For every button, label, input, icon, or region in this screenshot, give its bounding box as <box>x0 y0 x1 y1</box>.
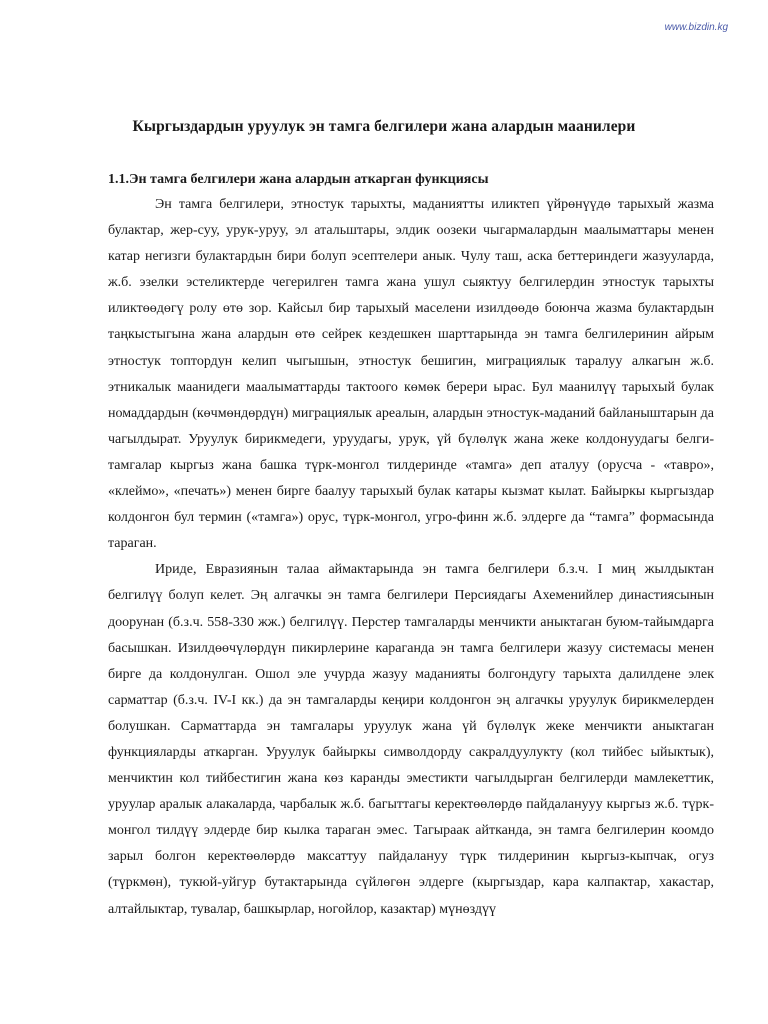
body-text <box>108 192 714 923</box>
site-link[interactable]: www.bizdin.kg <box>664 22 728 33</box>
document-title: Кыргыздардын уруулук эн тамга белгилери жана алардын маанилери <box>132 118 636 135</box>
section-heading: 1.1.Эн тамга белгилери жана алардын аткарган функциясы <box>108 172 489 187</box>
paragraph: Ириде, Евразиянын талаа аймактарында эн тамга белгилери б.з.ч. I миң жылдыктан белгилүү болуп келет. Эң алгачкы эн тамга белгилери Персиядагы Ахеменийлер династиясынын доорунан (б.з.ч. 558-330 жж.) белгилүү. Перстер тамгаларды менчикти аныктаган буюм-тайымдарга басышкан. Изилдөөчүлөрдүн пикирлерине караганда эн тамга белгилери жазуу системасы менен бирге да колдонулган. Ошол эле учурда жазуу маданияты болгондугу тарыхта далилдене элек сарматтар (б.з.ч. IV-I кк.) да эн тамгаларды кеңири колдонгон эң алгачкы уруулук бирикмелерден болушкан. Сарматтарда эн тамгалары уруулук жана үй бүлөлүк жеке менчикти аныктаган функцияларды аткарган. Уруулук байыркы символдорду сакралдуулукту (кол тийбес ыйыктык), менчиктин кол тийбестигин жана көз каранды эместикти чагылдырган белгилерди мамлекеттик, уруулар аралык алакаларда, чарбалык ж.б. багыттагы керектөөлөрдө пайдаланууу кыргыз ж.б. түрк-монгол тилдүү элдерде бир кылка тараган эмес. Тагыраак айтканда, эн тамга белгилерин коомдо зарыл болгон керектөөлөрдө максаттуу пайдалануу түрк тилдеринин кыргыз-кыпчак, огуз (түркмөн), тукюй-уйгур бутактарында сүйлөгөн элдерге (кыргыздар, кара калпактар, хакастар, алтайлыктар, тувалар, башкырлар, ногойлор, казактар) мүнөздүү <box>108 562 714 917</box>
paragraph: Эн тамга белгилери, этностук тарыхты, маданиятты иликтеп үйрөнүүдө тарыхый жазма булактар, жер-суу, урук-уруу, эл атальштары, элдик оозеки чыгармалардын маалыматтары менен катар негизги булактардын бири болуп эсептелери анык. Чулу таш, аска беттериндеги жазууларда, ж.б. эзелки эстеликтерде чегерилген тамга жана ушул сыяктуу белгилердин этностук тарыхты иликтөөдөгү ролу өтө зор. Кайсыл бир тарыхый маселени изилдөөдө боюнча жазма булактардын таңкыстыгына жана алардын өтө сейрек кездешкен шарттарында эн тамга белгилеринин айрым этностук топтордун келип чыгышын, этностук бешигин, миграциялык таралуу алкагын ж.б. этникалык маанидеги маалыматтарды тактоого көмөк берери ырас. Бул маанилүү тарыхый булак номаддардын (көчмөндөрдүн) миграциялык ареалын, алардын этностук-маданий байланыштарын да чагылдырат. Уруулук бирикмедеги, уруудагы, урук, үй бүлөлүк жана жеке колдонуудагы белги-тамгалар кыргыз жана башка түрк-монгол тилдеринде «тамга» деп аталуу (орусча - «тавро», «клеймо», «печать») менен бирге баалуу тарыхый булак катары кызмат кылат. Байыркы кыргыздар колдонгон бул термин («тамга») орус, түрк-монгол, угро-финн ж.б. элдерге да “тамга” формасында тараган. <box>108 197 714 552</box>
